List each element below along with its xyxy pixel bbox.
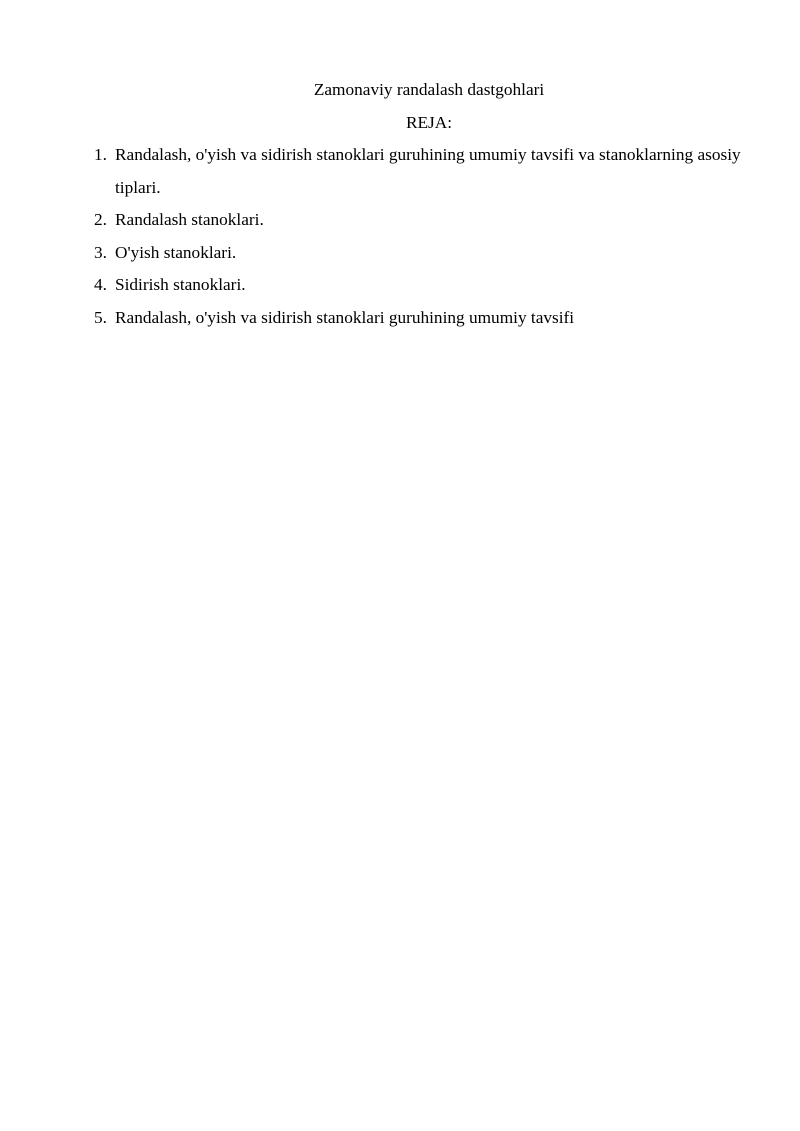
plan-item-text: Sidirish stanoklari. (115, 275, 246, 294)
document-content (94, 74, 754, 334)
plan-item-number: 5. (94, 307, 107, 327)
plan-item (94, 139, 754, 204)
plan-item-number: 1. (94, 145, 107, 164)
plan-list (94, 139, 754, 334)
plan-item (94, 302, 754, 335)
plan-item-number: 3. (94, 242, 107, 262)
plan-item-text: Randalash, o'yish va sidirish stanoklari guruhining umumiy tavsifi (115, 307, 575, 327)
plan-item (94, 237, 754, 270)
plan-item-number: 4. (94, 275, 107, 294)
plan-item (94, 269, 754, 302)
document-title: Zamonaviy randalash dastgohlari (313, 80, 545, 99)
plan-item-number: 2. (94, 210, 107, 229)
plan-item (94, 204, 754, 237)
plan-item-text: O'yish stanoklari. (115, 242, 237, 262)
plan-heading: REJA: (405, 112, 453, 132)
plan-item-text: Randalash, o'yish va sidirish stanoklari guruhining umumiy tavsifi va stanoklarning asosiy tiplari. (115, 145, 741, 197)
plan-item-text: Randalash stanoklari. (115, 210, 264, 229)
